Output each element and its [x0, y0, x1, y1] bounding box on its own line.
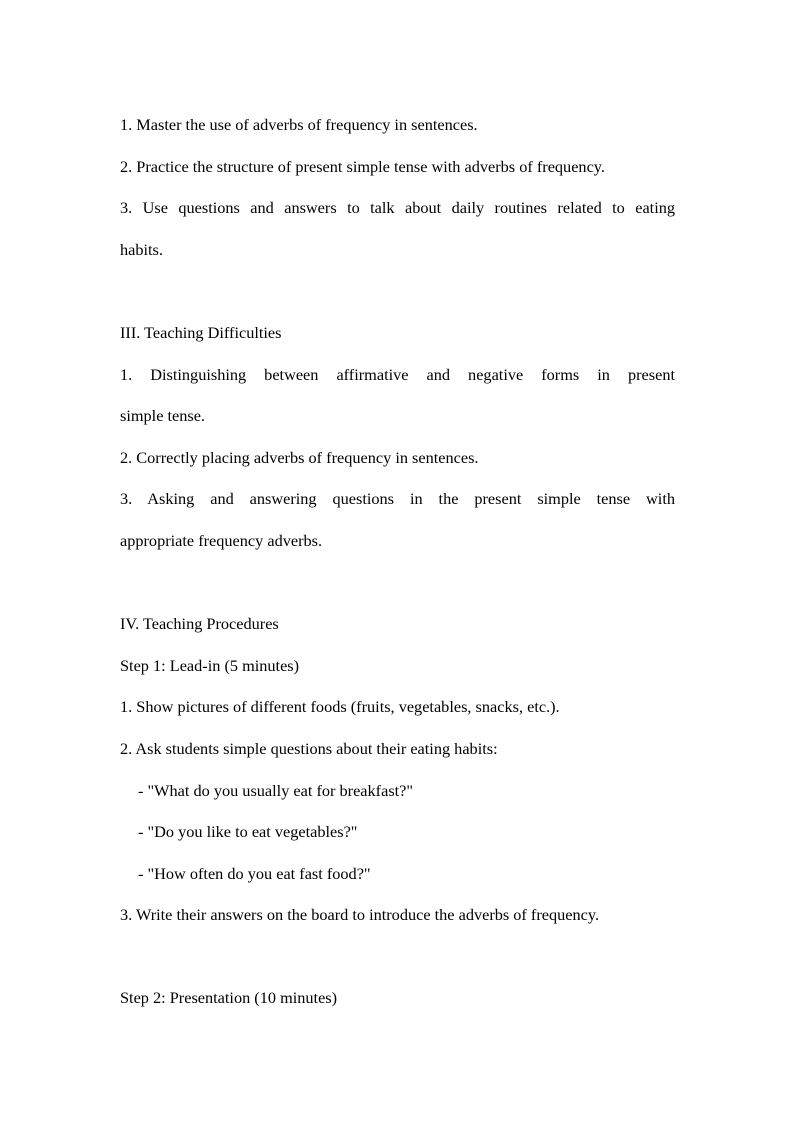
step-1-question-2: - "Do you like to eat vegetables?" — [138, 822, 358, 842]
difficulty-item-2: 2. Correctly placing adverbs of frequency in sentences. — [120, 447, 479, 467]
step-1-question-3: - "How often do you eat fast food?" — [138, 863, 371, 883]
section-heading-procedures: IV. Teaching Procedures — [120, 614, 279, 634]
objective-item-1: 1. Master the use of adverbs of frequency in sentences. — [120, 115, 478, 134]
step-1-question-1: - "What do you usually eat for breakfast?" — [138, 780, 414, 800]
difficulty-item-1-line-1: 1. Distinguishing between affirmative and negative forms in present — [120, 364, 675, 384]
objective-item-3-line-1: 3. Use questions and answers to talk about daily routines related to eating — [120, 198, 675, 218]
step-1-title: Step 1: Lead-in (5 minutes) — [120, 655, 300, 675]
objective-item-2: 2. Practice the structure of present simple tense with adverbs of frequency. — [120, 156, 605, 176]
step-1-item-1: 1. Show pictures of different foods (fruits, vegetables, snacks, etc.). — [120, 697, 560, 717]
blank-line — [120, 270, 675, 312]
blank-line — [120, 936, 675, 978]
document-page — [120, 104, 675, 1019]
difficulty-item-3-line-1: 3. Asking and answering questions in the present simple tense with — [120, 489, 675, 509]
section-heading-difficulties: III. Teaching Difficulties — [120, 322, 282, 342]
difficulty-item-3-line-2: appropriate frequency adverbs. — [120, 530, 323, 550]
step-1-item-2: 2. Ask students simple questions about their eating habits: — [120, 738, 498, 758]
blank-line — [120, 562, 675, 604]
step-2-title: Step 2: Presentation (10 minutes) — [120, 988, 338, 1008]
step-1-item-3: 3. Write their answers on the board to introduce the adverbs of frequency. — [120, 905, 600, 925]
difficulty-item-1-line-2: simple tense. — [120, 406, 206, 426]
objective-item-3-line-2: habits. — [120, 239, 163, 259]
